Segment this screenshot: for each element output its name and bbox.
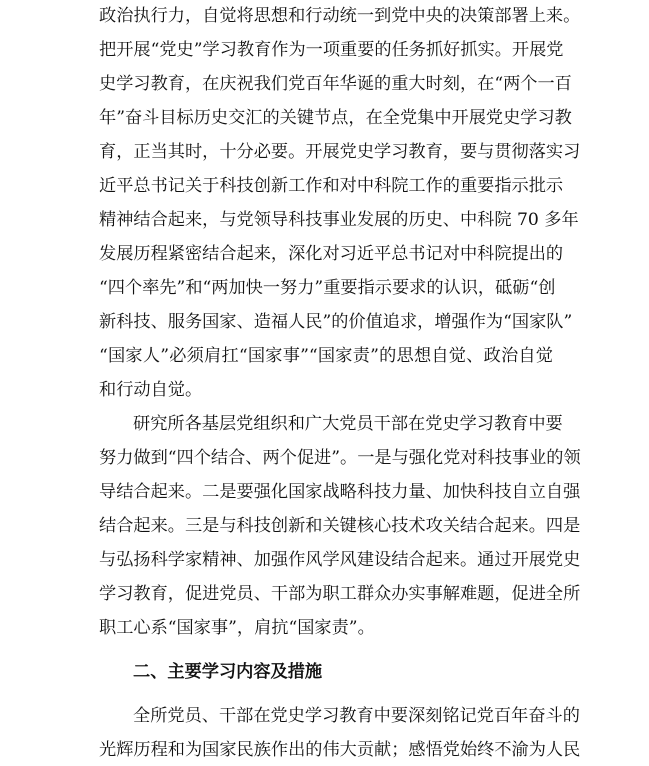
paragraph-1-line-12: 和行动自觉。 <box>99 380 203 400</box>
paragraph-1-line-4: 年”奋斗目标历史交汇的关键节点，在全党集中开展党史学习教 <box>99 108 572 128</box>
paragraph-2-line-3: 导结合起来。二是要强化国家战略科技力量、加快科技自立自强 <box>99 482 581 502</box>
paragraph-1-line-3: 史学习教育，在庆祝我们党百年华诞的重大时刻，在“两个一百 <box>99 74 572 94</box>
paragraph-1-line-7: 精神结合起来，与党领导科技事业发展的历史、中科院 70 多年 <box>99 210 579 230</box>
section-heading: 二、主要学习内容及措施 <box>133 662 323 682</box>
paragraph-3-line-2: 光辉历程和为国家民族作出的伟大贡献；感悟党始终不渝为人民 <box>99 740 581 760</box>
paragraph-1-line-6: 近平总书记关于科技创新工作和对中科院工作的重要指示批示 <box>99 176 564 196</box>
paragraph-2-line-4: 结合起来。三是与科技创新和关键核心技术攻关结合起来。四是 <box>99 516 581 536</box>
paragraph-2-line-5: 与弘扬科学家精神、加强作风学风建设结合起来。通过开展党史 <box>99 550 581 570</box>
paragraph-1-line-1: 政治执行力，自觉将思想和行动统一到党中央的决策部署上来。 <box>99 6 581 26</box>
paragraph-2-line-7: 职工心系“国家事”，肩抗“国家责”。 <box>99 618 375 638</box>
paragraph-1-line-5: 育，正当其时，十分必要。开展党史学习教育，要与贯彻落实习 <box>99 142 581 162</box>
paragraph-1-line-8: 发展历程紧密结合起来，深化对习近平总书记对中科院提出的 <box>99 244 564 264</box>
paragraph-2-line-1: 研究所各基层党组织和广大党员干部在党史学习教育中要 <box>133 414 563 434</box>
paragraph-3-line-1: 全所党员、干部在党史学习教育中要深刻铭记党百年奋斗的 <box>133 706 580 726</box>
paragraph-1-line-2: 把开展“党史”学习教育作为一项重要的任务抓好抓实。开展党 <box>99 40 564 60</box>
paragraph-1-line-11: “国家人”必须肩扛“国家事”“国家责”的思想自觉、政治自觉 <box>99 346 553 366</box>
paragraph-2-line-2: 努力做到“四个结合、两个促进”。一是与强化党对科技事业的领 <box>99 448 581 468</box>
paragraph-1-line-10: 新科技、服务国家、造福人民”的价值追求，增强作为“国家队” <box>99 312 573 332</box>
paragraph-2-line-6: 学习教育，促进党员、干部为职工群众办实事解难题，促进全所 <box>99 584 581 604</box>
paragraph-1-line-9: “四个率先”和“两加快一努力”重要指示要求的认识，砥砺“创 <box>99 278 556 298</box>
